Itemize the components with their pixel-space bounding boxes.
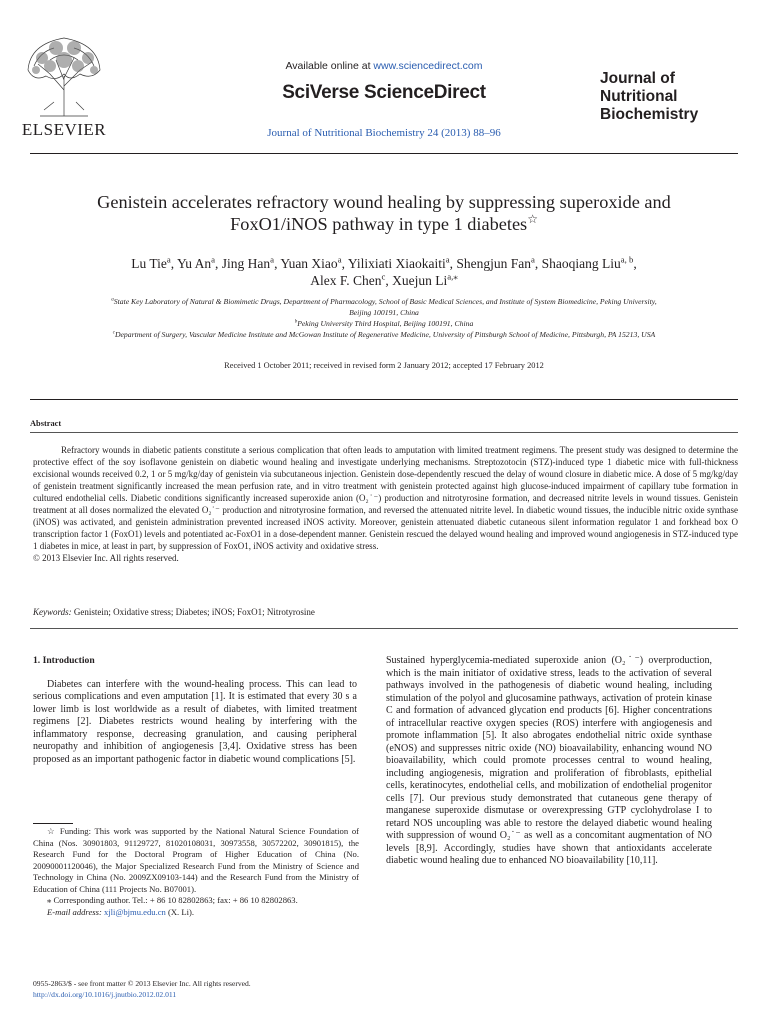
funding-note: ☆ Funding: This work was supported by the National Natural Science Foundation of China (Nos. 30901803, 91129727, 81020108031, 30973558, 30572202, 30901815), the Research Fund for the Doctoral Program of Higher Education of China (No. 20090001120046), the Major Specialized Research Fund from the Ministry of Science and Technology in China (No. 2009ZX09103-144) and the Research Fund from the Ministry of Education of China (111 Projects No. B07001). — [33, 826, 359, 894]
issn-line: 0955-2863/$ - see front matter © 2013 Elsevier Inc. All rights reserved. — [33, 979, 251, 988]
journal-logo — [600, 70, 720, 124]
keywords — [33, 607, 738, 617]
author: Lu Tie — [131, 256, 167, 271]
journal-logo-line: Biochemistry — [600, 106, 699, 123]
email-note: E-mail address: xjli@bjmu.edu.cn (X. Li). — [47, 906, 195, 917]
received-dates: Received 1 October 2011; received in revised form 2 January 2012; accepted 17 February 2012 — [224, 361, 544, 370]
publisher-name: ELSEVIER — [21, 120, 107, 139]
author: Yu An — [177, 256, 212, 271]
author: Shaoqiang Liu — [541, 256, 621, 271]
footnotes — [33, 826, 359, 918]
author: Shengjun Fan — [456, 256, 531, 271]
divider — [30, 628, 738, 629]
abstract-text: Refractory wounds in diabetic patients constitute a serious complication that often leads to amputation with limited treatment regimens. The present study was designed to determine the protective effect of the soy isoflavone genistein on diabetic wound healing and investigate underlying mechanisms. Streptozotocin (STZ)-induced type 1 diabetic mice with full-thickness excisional wounds received 0.2, 1 or 5 mg/kg/day of genistein via subcutaneous injection. Genistein dose-dependently rescued the delay of wound closure in diabetic mice. A dose of 5 mg/kg/day of genistein treatment significantly increased the mean perfusion rate, and in vitro treatment with genistein protected against high glucose-induced impairment of capillary tube formation in cultured endothelial cells. Diabetic conditions significantly increased superoxide anion (O₂˙⁻) production and nitrotyrosine formation, and decreased nitrite levels in wound tissues. Genistein treatment at all doses normalized the elevated O₂˙⁻ production and nitrotyrosine formation, and reversed the attenuated nitrite level. In diabetic wound tissues, the inducible nitric oxide synthase (iNOS) was activated, and genistein administration prevented increased iNOS activity. Moreover, genistein attenuated diabetic cutaneous silent information regulator 1 and forkhead box O transcription factor 1 (FoxO1) levels and potentiated ac-FoxO1 in a dose-dependent manner. Genistein rescued the delayed wound healing and improved wound angiogenesis in STZ-induced type 1 diabetes in mice, at least in part, by suppression of FoxO1, iNOS activity and oxidative stress. — [33, 445, 738, 551]
keywords-list: Genistein; Oxidative stress; Diabetes; iNOS; FoxO1; Nitrotyrosine — [71, 607, 315, 617]
abstract-copyright: © 2013 Elsevier Inc. All rights reserved. — [33, 553, 179, 563]
author: Yuan Xiao — [280, 256, 338, 271]
doi-link[interactable]: http://dx.doi.org/10.1016/j.jnutbio.2012.02.011 — [33, 990, 177, 999]
authors-line-1: Lu Tie$^a$, Yu An$^a$, Jing Han$^a$, Yuan Xiao$^a$, Yilixiati Xiaokaiti$^a$, Shengjun Fan$^a$, Shaoqiang Liu$^{a, b}$, — [131, 254, 637, 271]
author: Yilixiati Xiaokaiti — [347, 256, 446, 271]
journal-citation[interactable]: Journal of Nutritional Biochemistry 24 (2013) 88–96 — [267, 127, 501, 139]
available-online: Available online at www.sciencedirect.com — [285, 60, 483, 72]
author: Xuejun Li — [392, 273, 448, 288]
affiliation: $^b$Peking University Third Hospital, Beijing 100191, China — [294, 319, 474, 328]
intro-paragraph: Diabetes can interfere with the wound-healing process. This can lead to serious complications and even amputation [1]. It is estimated that every 30 s a lower limb is lost worldwide as a result of diabetes, with limited treatment regimens [2]. Diabetes restricts wound healing by interfering with the inflammatory response, decreasing granulation, and causing peripheral neuropathy and inhibition of angiogenesis [3,4]. Oxidative stress has been proposed as an important pathogenic factor in diabetic wound complications [5]. — [33, 678, 357, 765]
footnote-divider — [33, 823, 73, 824]
corresponding-note: ⁎ Corresponding author. Tel.: + 86 10 82802863; fax: + 86 10 82802863. — [47, 895, 298, 905]
platform-name: SciVerse ScienceDirect — [282, 82, 486, 103]
elsevier-tree-icon — [20, 30, 108, 118]
author: Alex F. Chen — [310, 273, 382, 288]
left-column — [33, 655, 357, 766]
article-title: Genistein accelerates refractory wound healing by suppressing superoxide and FoxO1/iNOS pathway in type 1 diabetes☆ — [97, 192, 671, 234]
journal-logo-line: Journal of — [600, 70, 675, 87]
title-footnote-mark[interactable]: ☆ — [527, 211, 538, 226]
affiliation: Beijing 100191, China — [349, 308, 419, 317]
divider — [30, 432, 738, 433]
intro-paragraph-continued: Sustained hyperglycemia-mediated superoxide anion (O₂˙⁻) overproduction, which is the main initiator of oxidative stress, leads to the activation of several pathways involved in the pathogenesis of diabetic wound healing, including stimulation of the polyol and glucosamine pathways, activation of protein kinase C and formation of advanced glycation end products [6]. Higher concentrations of intracellular reactive oxygen species (ROS) interfere with angiogenesis and promote inflammation [5]. It also abrogates endothelial nitric oxide synthase (eNOS) and suppresses nitric oxide (NO) bioavailability, enhancing wound NO bioavailability, which could promote processes central to wound healing, including angiogenesis, migration and proliferation of fibroblasts, epithelial cells, keratinocytes, endothelial cells, and mobilization of endothelial progenitor cells [7]. Our previous study demonstrated that cutaneous gene therapy of manganese superoxide dismutase or overexpressing GTP cyclohydrolase I to retard NOS uncoupling was able to restore the delayed diabetic wound healing with suppression of wound O₂˙⁻ as well as a concomitant augmentation of NO levels [8,9]. Accordingly, studies have shown that antioxidants accelerate diabetic wound healing due to enhanced NO bioavailability [10,11]. — [386, 655, 712, 866]
author-list — [40, 255, 728, 289]
section-heading: 1. Introduction — [33, 655, 95, 666]
keywords-label: Keywords: — [33, 607, 72, 617]
author: Jing Han — [221, 256, 271, 271]
authors-line-2: Alex F. Chen$^c$, Xuejun $Li^{a,⁎}$ — [310, 271, 458, 288]
affiliation: $^a$State Key Laboratory of Natural & Biomimetic Drugs, Department of Pharmacology, School of Basic Medical Sciences, and Institute of System Biomedicine, Peking University, — [111, 297, 657, 306]
journal-logo-line: Nutritional — [600, 88, 678, 105]
header-divider — [30, 153, 738, 154]
right-column — [386, 655, 712, 868]
email-link[interactable]: xjli@bjmu.edu.cn — [103, 906, 166, 917]
abstract-body — [33, 444, 738, 564]
sciencedirect-link[interactable]: www.sciencedirect.com — [373, 60, 483, 72]
affiliations — [40, 296, 728, 340]
affiliation: $^c$Department of Surgery, Vascular Medicine Institute and McGowan Institute of Regenerative Medicine, University of Pittsburgh School of Medicine, Pittsburgh, PA 15213, USA — [112, 330, 656, 339]
abstract-heading: Abstract — [30, 419, 62, 428]
issn-block — [33, 978, 433, 1000]
divider — [30, 399, 738, 400]
